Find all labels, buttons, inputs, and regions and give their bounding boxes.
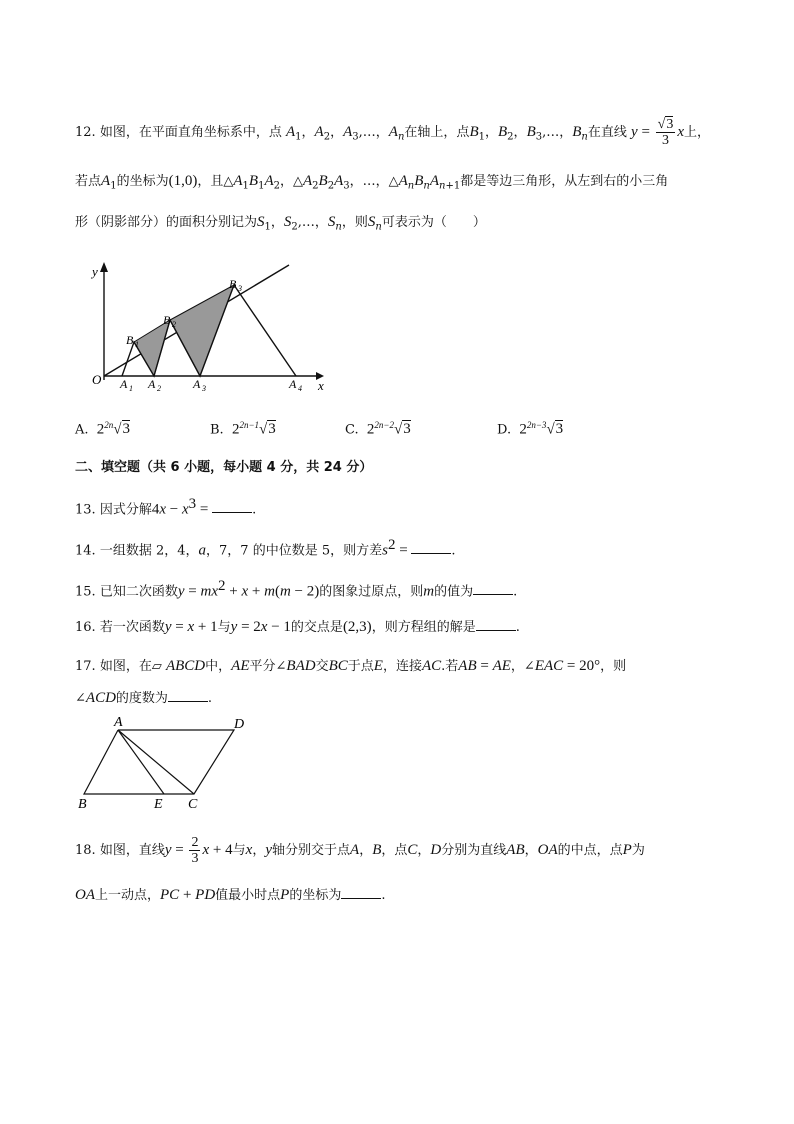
q12-figure — [84, 258, 344, 396]
q13: 13. 因式分解$4x - x^3$ = . — [75, 496, 257, 518]
q12-line3: 形（阴影部分）的面积分别记为$S_1$，$S_2,\dots$，$S_n$，则$S_n$可表示为（ ） — [75, 214, 486, 233]
q16-answer-blank[interactable] — [476, 618, 516, 631]
q12-line1: 12. 如图，在平面直角坐标系中，点 $A_1$，$A_2$，$A_3,\dots$，$A_n$在轴上，点$B_1$，$B_2$，$B_3,\dots$，$B_n$在直线 y = $\frac{√3}{3}$ x上， — [75, 117, 711, 148]
q12-line2: 若点$A_1$的坐标为(1,0)，且$\triangle A_1B_1A_2$，$\triangle A_2B_2A_3$，…，$\triangle A_nB_nA_{n+1}$都是等边三角形，从左到右的小三角 — [75, 173, 669, 192]
svg-text:1: 1 — [129, 384, 133, 393]
svg-text:A: A — [193, 377, 201, 391]
svg-text:A: A — [114, 715, 123, 730]
q18-line2: OA上一动点，PC + PD值最小时点P的坐标为 . — [75, 887, 386, 903]
q14-answer-blank[interactable] — [411, 541, 451, 554]
svg-text:3: 3 — [202, 384, 206, 393]
svg-text:B: B — [229, 277, 237, 291]
svg-text:E: E — [154, 797, 163, 812]
svg-text:A: A — [148, 377, 156, 391]
q12-option-a[interactable]: A. $2^{2n}√3$ — [75, 420, 131, 438]
q12-option-b[interactable]: B. $2^{2n-1}√3$ — [210, 420, 276, 438]
svg-text:x: x — [318, 378, 324, 393]
q18-line1: 18. 如图，直线y = $\frac{2}{3}$ x + 4与x，y轴分别交于点A，B，点C，D分别为直线AB，OA的中点，点P为 — [75, 835, 645, 866]
q16: 16. 若一次函数y = x + 1与y = 2x − 1的交点是(2,3)，则方程组的解是 . — [75, 619, 520, 635]
svg-text:B: B — [126, 333, 134, 347]
svg-text:2: 2 — [172, 320, 176, 329]
svg-text:D: D — [234, 717, 245, 732]
svg-text:A: A — [289, 377, 297, 391]
q12-option-d[interactable]: D. $2^{2n-3}√3$ — [497, 420, 564, 438]
q17-answer-blank[interactable] — [168, 689, 208, 702]
q14: 14. 一组数据 2，4，a，7，7 的中位数是 5，则方差$s^2$ = . — [75, 537, 456, 559]
q17-figure — [76, 712, 266, 812]
svg-text:B: B — [163, 313, 171, 327]
svg-text:C: C — [188, 797, 198, 812]
q18-answer-blank[interactable] — [341, 886, 381, 899]
svg-text:B: B — [78, 797, 87, 812]
q12-option-c[interactable]: C. $2^{2n-2}√3$ — [345, 420, 411, 438]
q17-line1: 17. 如图，在▱ ABCD中，AE平分∠BAD交BC于点E，连接AC.若AB = AE，∠EAC = 20°，则 — [75, 658, 627, 674]
q12-number: 12. — [75, 125, 96, 140]
q17-line2: ∠ACD的度数为 . — [75, 690, 213, 706]
svg-text:y: y — [92, 264, 98, 279]
svg-text:A: A — [120, 377, 128, 391]
svg-text:O: O — [92, 372, 102, 387]
svg-text:4: 4 — [298, 384, 302, 393]
section-2-heading: 二、填空题（共 6 小题，每小题 4 分，共 24 分） — [75, 460, 373, 475]
q13-answer-blank[interactable] — [212, 500, 252, 513]
svg-text:1: 1 — [135, 340, 139, 349]
q15: 15. 已知二次函数$y = mx^2 + x + m(m - 2)$的图象过原点，则m的值为 . — [75, 578, 518, 600]
svg-text:3: 3 — [238, 284, 242, 293]
svg-text:2: 2 — [157, 384, 161, 393]
q15-answer-blank[interactable] — [473, 582, 513, 595]
